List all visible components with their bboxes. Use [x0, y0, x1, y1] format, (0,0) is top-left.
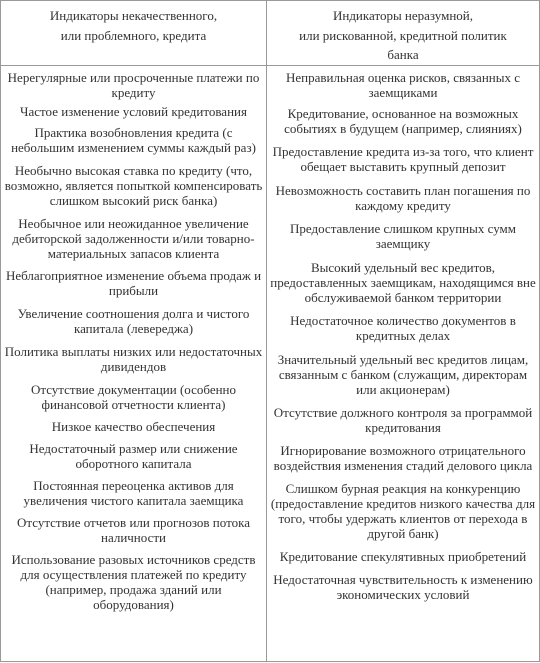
- list-item: Неправильная оценка рисков, связанных с заемщиками: [286, 69, 520, 100]
- list-item: Кредитование, основанное на возможных событиях в будущем (например, слияниях): [284, 105, 522, 136]
- list-item: Постоянная переоценка активов для увеличения чистого капитала заемщика: [23, 477, 244, 508]
- header-risky-policy-text: Индикаторы неразумной, или рискованной, кредитной политик банка: [299, 8, 507, 62]
- list-item: Предоставление слишком крупных сумм заемщику: [290, 220, 516, 251]
- header-row: [1, 1, 540, 66]
- list-item: Политика выплаты низких или недостаточных дивидендов: [4, 343, 263, 374]
- list-item: Необычное или неожиданное увеличение дебиторской задолженности и/или товарно-материальных запасов клиента: [12, 215, 255, 261]
- list-item: Отсутствие отчетов или прогнозов потока наличности: [17, 514, 250, 545]
- problem-loan-indicators-cell: [1, 65, 267, 662]
- list-item: Неблагоприятное изменение объема продаж и прибыли: [5, 267, 262, 298]
- list-item: Предоставление кредита из-за того, что клиент обещает выставить крупный депозит: [272, 143, 534, 174]
- list-item: Увеличение соотношения долга и чистого капитала (левереджа): [17, 305, 250, 336]
- list-item: Отсутствие должного контроля за программой кредитования: [273, 404, 533, 435]
- header-risky-policy: [267, 1, 540, 66]
- body-row: [1, 65, 540, 662]
- list-item: Кредитование спекулятивных приобретений: [279, 548, 527, 564]
- header-problem-loans: [1, 1, 267, 66]
- list-item: Использование разовых источников средств для осуществления платежей по кредиту (например, продажа зданий или оборудования): [11, 551, 256, 612]
- list-item: Практика возобновления кредита (с небольшим изменением суммы каждый раз): [11, 124, 256, 155]
- list-item: Недостаточное количество документов в кредитных делах: [290, 312, 516, 343]
- list-item: Частое изменение условий кредитования: [20, 103, 247, 119]
- list-item: Недостаточная чувствительность к изменению экономических условий: [273, 571, 533, 602]
- list-item: Игнорирование возможного отрицательного воздействия изменения стадий делового цикла: [273, 442, 533, 473]
- list-item: Отсутствие документации (особенно финансовой отчетности клиента): [30, 381, 237, 412]
- list-item: Невозможность составить план погашения по каждому кредиту: [275, 182, 531, 213]
- problem-loan-indicators-list: [4, 70, 263, 612]
- list-item: Низкое качество обеспечения: [51, 418, 216, 434]
- list-item: Слишком бурная реакция на конкуренцию (предоставление кредитов низкого качества для того, чтобы удержать клиентов от перехода в другой банк): [270, 480, 536, 541]
- list-item: Нерегулярные или просроченные платежи по кредиту: [7, 69, 260, 100]
- list-item: Недостаточный размер или снижение оборотного капитала: [29, 440, 238, 471]
- risky-policy-indicators-list: [270, 70, 536, 602]
- risky-policy-indicators-cell: [267, 65, 540, 662]
- list-item: Значительный удельный вес кредитов лицам, связанным с банком (служащим, директорам или акционерам): [277, 351, 529, 397]
- header-problem-loans-text: Индикаторы некачественного, или проблемного, кредита: [49, 8, 218, 43]
- list-item: Высокий удельный вес кредитов, предоставленных заемщикам, находящимся вне обслуживаемой банком территории: [270, 259, 536, 305]
- list-item: Необычно высокая ставка по кредиту (что, возможно, является попыткой компенсировать слишком высокий риск банка): [4, 162, 263, 208]
